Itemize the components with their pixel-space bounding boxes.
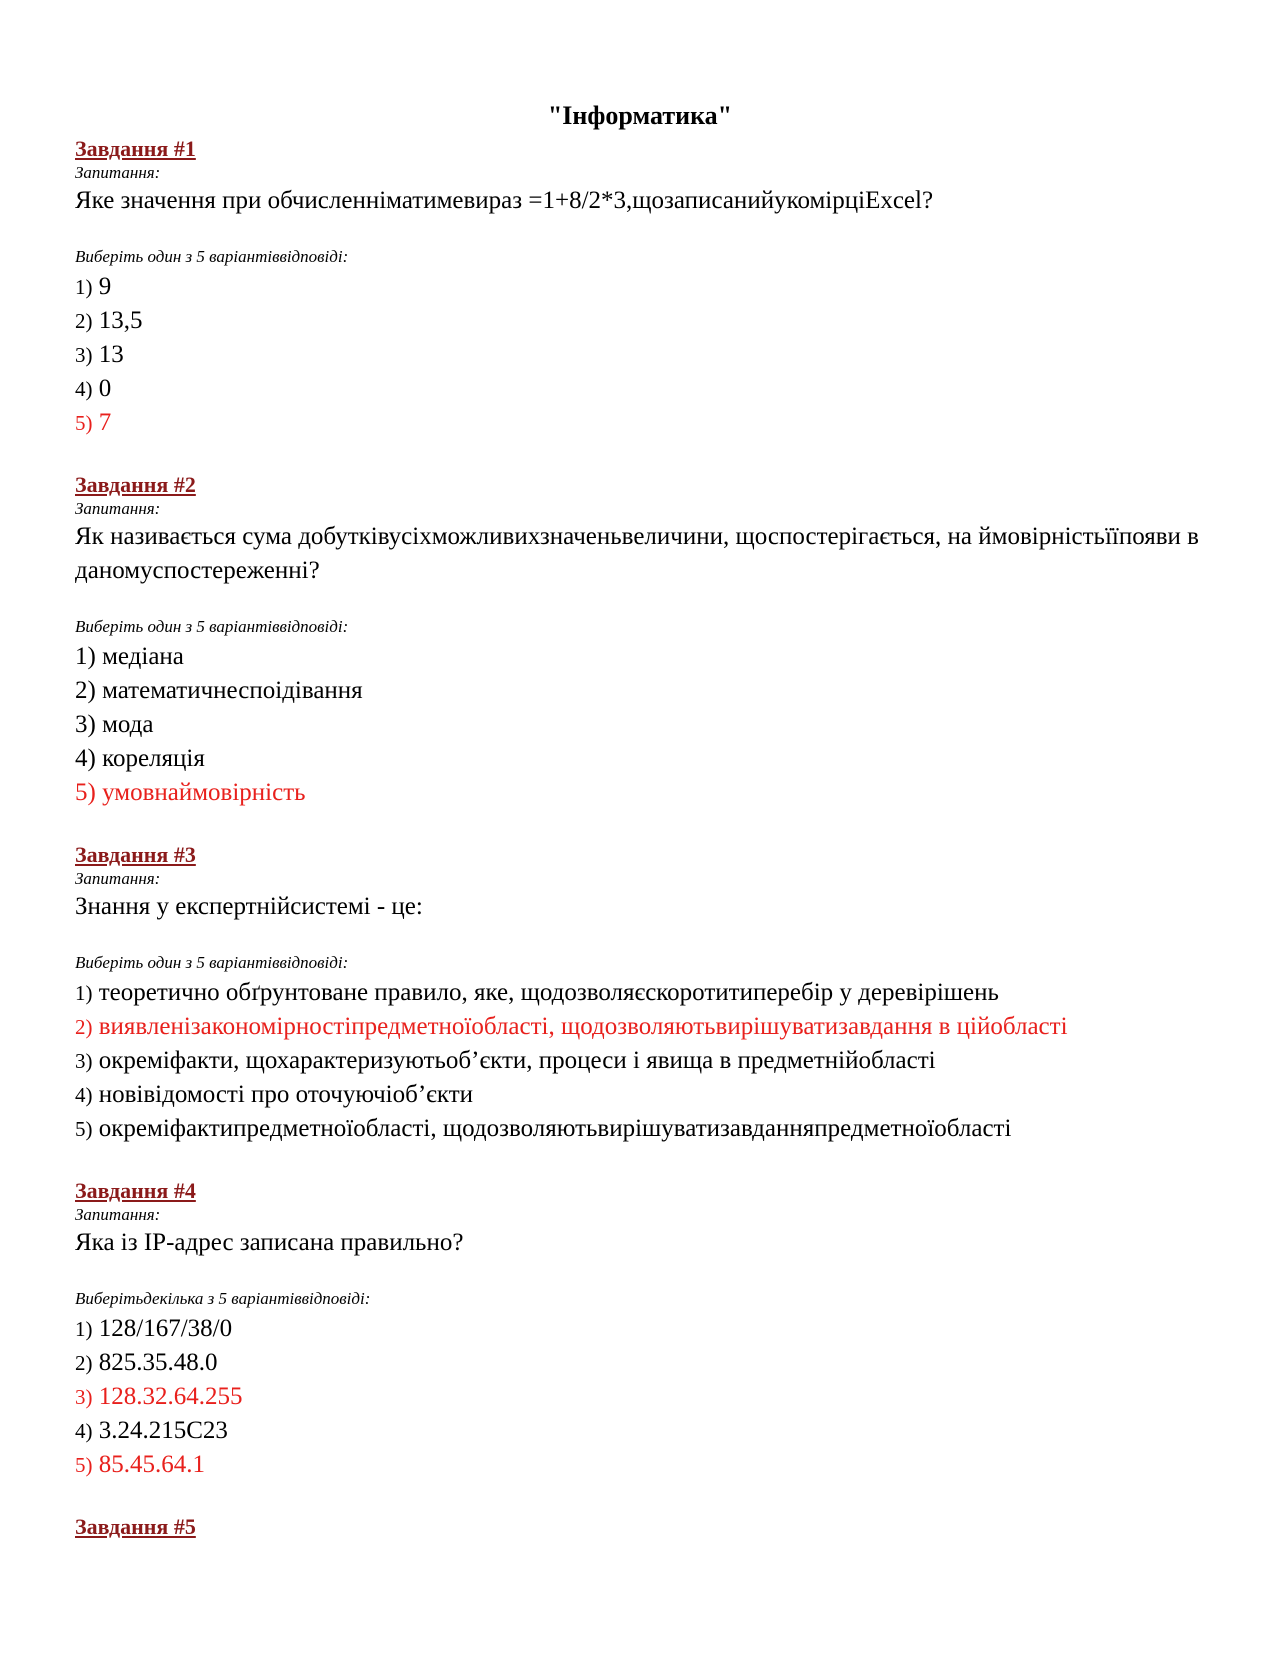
answer-option (75, 1112, 1205, 1146)
answer-option-correct (75, 1380, 1205, 1414)
answer-option (75, 1312, 1205, 1346)
option-text: математичнеспоідівання (102, 677, 363, 704)
option-text: теоретично обґрунтоване правило, яке, щодозволяєскоротитиперебір у деревірішень (98, 979, 999, 1006)
question-label: Запитання: (75, 163, 161, 182)
answer-prompt: Виберіть один з 5 варіантіввідповіді: (75, 617, 349, 636)
option-number: 4) (75, 1419, 93, 1443)
option-text: умовнаймовірність (102, 779, 306, 806)
answer-option (75, 1346, 1205, 1380)
question-text: Яке значення при обчисленніматимевираз =1+8/2*3,щозаписанийукомірціExcel? (75, 187, 934, 214)
options-list (75, 976, 1205, 1146)
option-number: 3) (75, 343, 93, 367)
answer-option (75, 1044, 1205, 1078)
spacer (75, 1260, 1205, 1286)
task-5 (75, 1514, 1205, 1540)
question-text: Яка із IP-адрес записана правильно? (75, 1229, 464, 1256)
option-number: 1) (75, 275, 93, 299)
answer-option (75, 708, 1205, 742)
option-number: 2) (75, 1015, 93, 1039)
option-number: 2) (75, 677, 96, 704)
option-text: окреміфактипредметноїобласті, щодозволяютьвирішуватизавданняпредметноїобласті (98, 1115, 1012, 1142)
answer-option-correct (75, 1010, 1205, 1044)
option-text: 13 (98, 341, 124, 368)
option-number: 2) (75, 1351, 93, 1375)
option-text: кореляція (102, 745, 205, 772)
option-text: окреміфакти, щохарактеризуютьоб’єкти, процеси і явища в предметнійобласті (98, 1047, 936, 1074)
option-text: 85.45.64.1 (98, 1451, 205, 1478)
task-4 (75, 1178, 1205, 1482)
document-title: "Інформатика" (547, 101, 733, 130)
option-text: мода (102, 711, 154, 738)
answer-prompt: Виберітьдекілька з 5 варіантіввідповіді: (75, 1289, 371, 1308)
option-text: 128.32.64.255 (98, 1383, 243, 1410)
answer-option-correct (75, 776, 1205, 810)
option-number: 5) (75, 779, 96, 806)
spacer (75, 588, 1205, 614)
answer-option (75, 640, 1205, 674)
question-label: Запитання: (75, 499, 161, 518)
question-text: Знання у експертнійсистемі - це: (75, 893, 423, 920)
spacer (75, 810, 1205, 842)
answer-prompt: Виберіть один з 5 варіантіввідповіді: (75, 953, 349, 972)
option-number: 2) (75, 309, 93, 333)
answer-option-correct (75, 406, 1205, 440)
answer-option (75, 338, 1205, 372)
document-page (75, 96, 1205, 1540)
answer-option (75, 270, 1205, 304)
answer-option (75, 742, 1205, 776)
answer-option (75, 976, 1205, 1010)
option-text: 7 (98, 409, 112, 436)
task-heading: Завдання #1 (75, 136, 196, 161)
answer-prompt: Виберіть один з 5 варіантіввідповіді: (75, 247, 349, 266)
option-number: 5) (75, 1453, 93, 1477)
task-heading: Завдання #5 (75, 1514, 196, 1539)
option-number: 3) (75, 1049, 93, 1073)
options-list (75, 1312, 1205, 1482)
option-number: 4) (75, 745, 96, 772)
option-text: 128/167/38/0 (98, 1315, 233, 1342)
spacer (75, 924, 1205, 950)
option-number: 4) (75, 1083, 93, 1107)
option-number: 1) (75, 643, 96, 670)
options-list (75, 640, 1205, 810)
answer-option-correct (75, 1448, 1205, 1482)
option-text: 825.35.48.0 (98, 1349, 218, 1376)
answer-option (75, 304, 1205, 338)
option-text: новівідомості про оточуючіоб’єкти (98, 1081, 473, 1108)
option-number: 1) (75, 981, 93, 1005)
option-text: 9 (98, 273, 112, 300)
question-label: Запитання: (75, 1205, 161, 1224)
task-heading: Завдання #2 (75, 472, 196, 497)
option-number: 3) (75, 711, 96, 738)
answer-option (75, 1414, 1205, 1448)
option-text: 3.24.215C23 (98, 1417, 228, 1444)
option-number: 4) (75, 377, 93, 401)
task-heading: Завдання #3 (75, 842, 196, 867)
options-list (75, 270, 1205, 440)
option-number: 5) (75, 411, 93, 435)
option-number: 3) (75, 1385, 93, 1409)
question-text: Як називається сума добутківусіхможливихзначеньвеличини, щоспостерігається, на ймовірністьїїпояви в даномуспостереженні? (75, 523, 1199, 584)
option-text: 0 (98, 375, 112, 402)
answer-option (75, 1078, 1205, 1112)
question-label: Запитання: (75, 869, 161, 888)
task-1 (75, 136, 1205, 440)
option-number: 1) (75, 1317, 93, 1341)
task-3 (75, 842, 1205, 1146)
option-text: виявленізакономірностіпредметноїобласті, щодозволяютьвирішуватизавдання в ційобласті (98, 1013, 1068, 1040)
spacer (75, 1482, 1205, 1514)
option-text: 13,5 (98, 307, 143, 334)
spacer (75, 1146, 1205, 1178)
answer-option (75, 674, 1205, 708)
option-text: медіана (102, 643, 184, 670)
option-number: 5) (75, 1117, 93, 1141)
task-heading: Завдання #4 (75, 1178, 196, 1203)
spacer (75, 440, 1205, 472)
spacer (75, 218, 1205, 244)
task-2 (75, 472, 1205, 810)
answer-option (75, 372, 1205, 406)
